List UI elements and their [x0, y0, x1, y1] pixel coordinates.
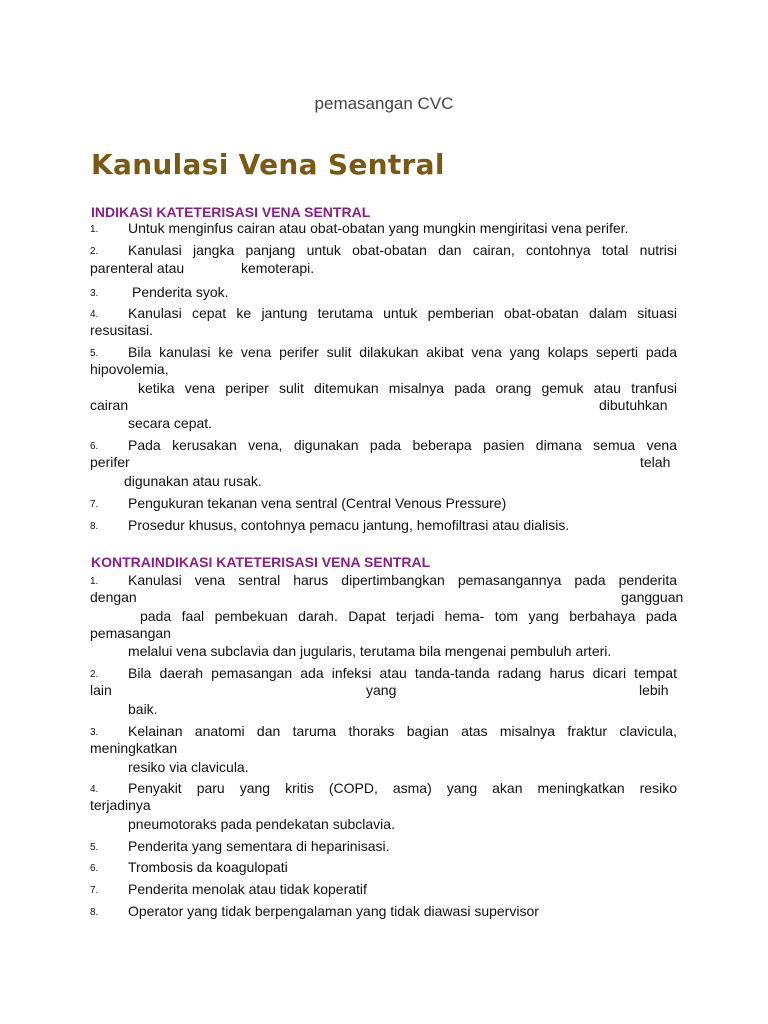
- list-line: ketika vena periper sulit ditemukan misalnya pada orang gemuk atau tranfusi: [138, 380, 677, 396]
- list-line: Penderita yang sementara di heparinisasi.: [128, 838, 390, 854]
- list-number: 5.: [90, 842, 99, 853]
- list-line: pneumotoraks pada pendekatan subclavia.: [128, 816, 395, 832]
- list-line: Prosedur khusus, contohnya pemacu jantung, hemofiltrasi atau dialisis.: [128, 517, 570, 533]
- list-line: gangguan: [621, 589, 684, 605]
- section-heading-kontraindikasi: KONTRAINDIKASI KATETERISASI VENA SENTRAL: [91, 554, 431, 570]
- list-line: lebih: [639, 682, 669, 698]
- list-number: 4.: [90, 784, 99, 795]
- list-line: secara cepat.: [128, 415, 213, 431]
- list-line: Bila daerah pemasangan ada infeksi atau tanda-tanda radang harus dicari tempat: [128, 665, 677, 681]
- list-line: melalui vena subclavia dan jugularis, terutama bila mengenai pembuluh arteri.: [128, 643, 612, 659]
- list-line: pemasangan: [90, 625, 171, 641]
- list-number: 5.: [90, 348, 99, 359]
- list-line: Kelainan anatomi dan taruma thoraks bagian atas misalnya fraktur clavicula,: [128, 723, 677, 739]
- list-line: meningkatkan: [90, 740, 178, 756]
- list-line: Kanulasi jangka panjang untuk obat-obatan dan cairan, contohnya total nutrisi: [128, 242, 677, 258]
- list-number: 3.: [90, 288, 99, 299]
- list-line: parenteral atau: [90, 260, 185, 276]
- main-heading: Kanulasi Vena Sentral: [91, 148, 445, 181]
- list-number: 6.: [90, 863, 99, 874]
- list-number: 7.: [90, 499, 99, 510]
- list-line: dengan: [90, 589, 137, 605]
- list-line: pada faal pembekuan darah. Dapat terjadi hema- tom yang berbahaya pada: [140, 608, 677, 624]
- document-title: pemasangan CVC: [314, 94, 454, 113]
- list-line: kemoterapi.: [241, 260, 315, 276]
- list-line: perifer: [90, 454, 130, 470]
- list-line: digunakan atau rusak.: [124, 473, 262, 489]
- list-line: resusitasi.: [90, 322, 154, 338]
- list-line: Untuk menginfus cairan atau obat-obatan yang mungkin mengiritasi vena perifer.: [128, 220, 629, 236]
- list-number: 8.: [90, 907, 99, 918]
- list-number: 2.: [90, 246, 99, 257]
- list-line: Pada kerusakan vena, digunakan pada beberapa pasien dimana semua vena: [128, 437, 677, 453]
- list-line: lain: [90, 682, 112, 698]
- list-line: telah: [640, 454, 671, 470]
- list-number: 1.: [90, 224, 99, 235]
- section-heading-indikasi: INDIKASI KATETERISASI VENA SENTRAL: [91, 204, 371, 220]
- list-line: dibutuhkan: [599, 397, 668, 413]
- list-line: Bila kanulasi ke vena perifer sulit dilakukan akibat vena yang kolaps seperti pada: [128, 344, 677, 360]
- list-line: resiko via clavicula.: [128, 759, 249, 775]
- list-line: Operator yang tidak berpengalaman yang tidak diawasi supervisor: [128, 903, 539, 919]
- list-number: 4.: [90, 309, 99, 320]
- list-line: Trombosis da koagulopati: [128, 859, 288, 875]
- list-number: 7.: [90, 885, 99, 896]
- list-line: Pengukuran tekanan vena sentral (Central Venous Pressure): [128, 495, 507, 511]
- list-line: cairan: [90, 397, 129, 413]
- list-number: 2.: [90, 669, 99, 680]
- list-line: Kanulasi vena sentral harus dipertimbangkan pemasangannya pada penderita: [128, 572, 677, 588]
- list-line: Kanulasi cepat ke jantung terutama untuk pemberian obat-obatan dalam situasi: [128, 305, 677, 321]
- list-line: Penderita menolak atau tidak koperatif: [128, 881, 367, 897]
- list-number: 8.: [90, 521, 99, 532]
- list-line: Penderita syok.: [132, 284, 229, 300]
- list-number: 1.: [90, 576, 99, 587]
- list-line: baik.: [128, 701, 158, 717]
- list-line: Penyakit paru yang kritis (COPD, asma) yang akan meningkatkan resiko: [128, 780, 677, 796]
- list-line: terjadinya: [90, 797, 151, 813]
- list-line: yang: [366, 682, 397, 698]
- list-number: 6.: [90, 441, 99, 452]
- list-number: 3.: [90, 727, 99, 738]
- list-line: hipovolemia,: [90, 361, 169, 377]
